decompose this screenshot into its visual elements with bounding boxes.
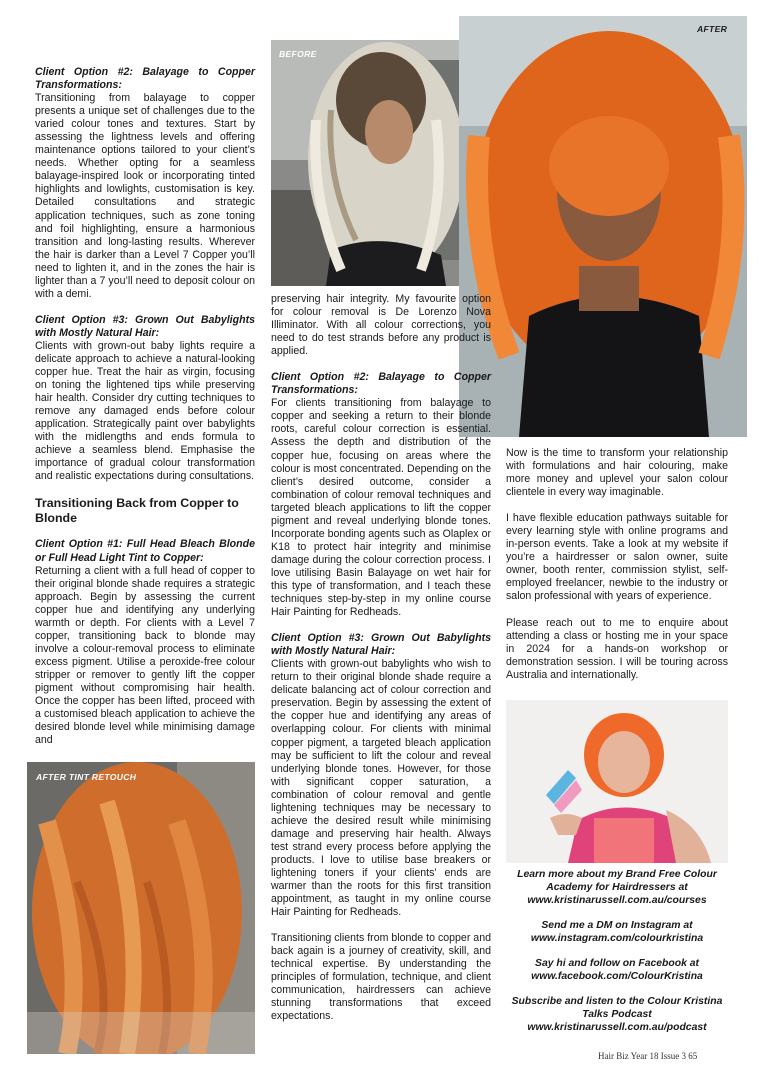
section-title: Client Option #1: Full Head Bleach Blonde or Full Head Light Tint to Copper: xyxy=(35,538,255,564)
column-2 xyxy=(271,293,491,1023)
podcast-link[interactable]: www.kristinarussell.com.au/podcast xyxy=(527,1022,707,1033)
section-body: Clients with grown-out baby lights require a delicate approach to achieve a natural-looking copper hue. Treat the hair as virgin, focusing on toning the lightened tips while preserving hair health. Consider dry cutting techniques to remove any damaged ends before colour application. Strategically paint over babylights with the midlengths and ends formula to achieve a seamless blend. Emphasise the importance of gradual colour transformation and realistic expectations during consultations. xyxy=(35,339,255,483)
column-3 xyxy=(506,447,728,682)
section-title: Client Option #3: Grown Out Babylights with Mostly Natural Hair: xyxy=(271,632,491,658)
paragraph: preserving hair integrity. My favourite option for colour removal is De Lorenzo Nova Illiminator. With all colour corrections, you need to do test strands before any product is applied. xyxy=(271,293,491,358)
section-body: Clients with grown-out babylights who wish to return to their original blonde shade require a delicate balancing act of colour correction and preservation. Begin by assessing the extent of the copper hue and identifying any areas of overlapping colour. For clients with minimal copper pigment, a targeted bleach application may be sufficient to lift the colour and reveal underlying blonde tones. However, for those with significant copper saturation, a combination of colour removal and gentle lightening techniques may be necessary to achieve the desired result while minimising damage and preserving hair health. Always test strand every process before applying the products. I love to utilise base breakers or lightening toners if your clients’ ends are warmer than the roots for this first transition appointment, as taught in my online course Hair Painting for Redheads. xyxy=(271,658,491,919)
after-tint-photo xyxy=(27,762,255,1054)
before-label: BEFORE xyxy=(279,49,317,59)
page-footer: Hair Biz Year 18 Issue 3 65 xyxy=(598,1051,698,1061)
section-title: Client Option #3: Grown Out Babylights with Mostly Natural Hair: xyxy=(35,313,255,339)
promo-text: Say hi and follow on Facebook at xyxy=(535,958,699,969)
paragraph: I have flexible education pathways suitable for every learning style with online programs and in-person events. Take a look at my website if you’re a hairdresser or salon owner, suite owner, booth renter, commission stylist, self-employed freelancer, newbie to the industry or salon professional with years of experience. xyxy=(506,512,728,603)
promo-text: Send me a DM on Instagram at xyxy=(541,920,693,931)
section-title: Client Option #2: Balayage to Copper Transformations: xyxy=(35,66,255,92)
column-1 xyxy=(35,66,255,747)
paragraph: Now is the time to transform your relationship with formulations and hair colouring, make more money and uplevel your salon colour clientele in every way imaginable. xyxy=(506,447,728,499)
paragraph: Please reach out to me to enquire about attending a class or hosting me in your space in 2024 for a hands-on workshop or demonstration session. I will be touring across Australia and internationally. xyxy=(506,616,728,681)
after-label: AFTER xyxy=(697,24,728,34)
section-body: Transitioning from balayage to copper presents a unique set of challenges due to the varied colour tones and textures. Start by assessing the lightness levels and offering maintenance options tailored to your client’s needs. Whether opting for a seamless balayage-inspired look or incorporating tinted highlights and lowlights, customisation is key. Detailed consultations and strategic application techniques, such as zone toning and foil highlighting, ensure a harmonious transition and long-lasting results. Wherever the hair is darker than a Level 7 Copper you’ll need to lighten it, and in the zones the hair is lighter than a 7 you’ll need to deposit colour on with a demi. xyxy=(35,92,255,300)
section-title: Client Option #2: Balayage to Copper Transformations: xyxy=(271,371,491,397)
paragraph: Transitioning clients from blonde to copper and back again is a journey of creativity, skill, and technical expertise. By understanding the principles of formulation, technique, and client communication, hairdressers can achieve stunning transformations that exceed expectations. xyxy=(271,932,491,1023)
section-heading: Transitioning Back from Copper to Blonde xyxy=(35,496,239,526)
section-body: For clients transitioning from balayage to copper and seeking a return to their blonde roots, careful colour correction is essential. Assess the depth and distribution of the copper hue, focusing on areas where the colour is most concentrated. Depending on the client’s desired outcome, consider a combination of colour removal techniques and targeted bleach applications to lift the copper pigment and reveal underlying blonde tones. Incorporate bonding agents such as Olaplex or K18 to protect hair integrity and minimise damage during the colour correction process. I love utilising Basin Balayage on wet hair for this type of transformation, and I teach these techniques step-by-step in my online course Hair Painting for Redheads. xyxy=(271,397,491,619)
instagram-link[interactable]: www.instagram.com/colourkristina xyxy=(530,933,704,944)
before-photo xyxy=(271,40,476,286)
after-photo xyxy=(459,16,747,437)
courses-link[interactable]: www.kristinarussell.com.au/courses xyxy=(527,895,707,906)
section-body: Returning a client with a full head of copper to their original blonde shade requires a strategic approach. Begin by assessing the current copper hue and identifying any underlying warmth or depth. For clients with a Level 7 copper, transitioning back to blonde may involve a colour-removal process to eliminate excess pigment. Utilise a peroxide-free colour stripper or remover to gently lift the copper pigment without compromising hair health. Once the copper has been lifted, proceed with a customised bleach application to achieve the desired blonde level while minimising damage and xyxy=(35,564,255,747)
promo-links xyxy=(506,868,728,1046)
after-tint-label: AFTER TINT RETOUCH xyxy=(36,772,137,782)
promo-text: Subscribe and listen to the Colour Kristina Talks Podcast xyxy=(511,996,723,1020)
promo-text: Learn more about my Brand Free Colour Academy for Hairdressers at xyxy=(517,869,717,893)
author-portrait xyxy=(506,700,728,863)
facebook-link[interactable]: www.facebook.com/ColourKristina xyxy=(531,971,703,982)
